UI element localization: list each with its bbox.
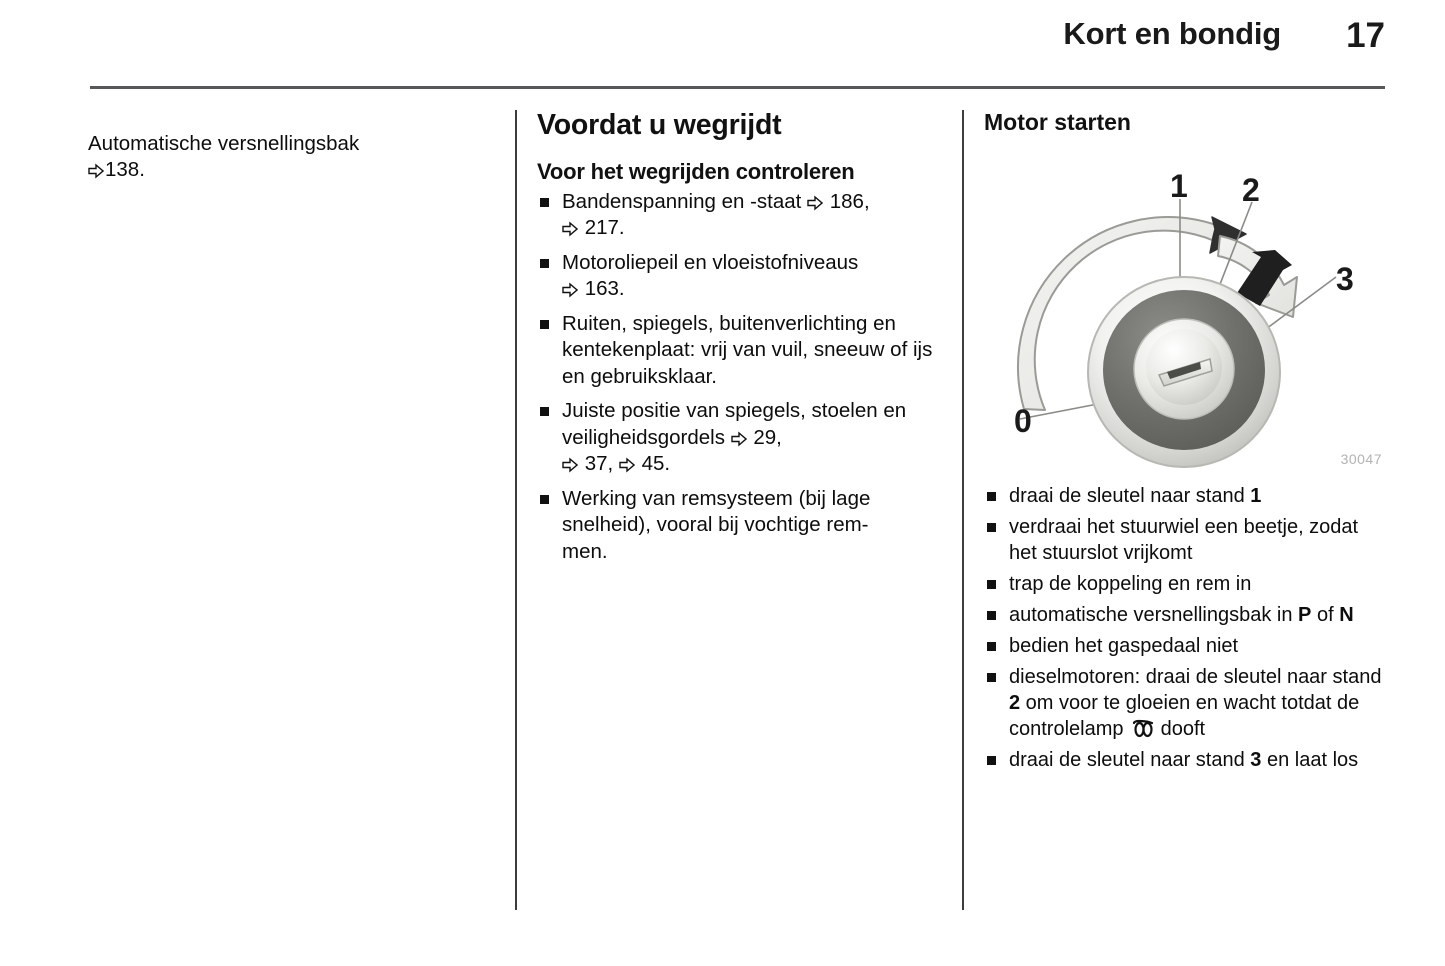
list-item: automatische versnellingsbak in P of N [984, 602, 1388, 628]
column-divider-left [515, 110, 517, 910]
position-label-0: 0 [1014, 403, 1032, 440]
page-number: 17 [1346, 16, 1385, 55]
emphasis: 1 [1250, 485, 1262, 508]
reference-arrow-icon [562, 221, 577, 236]
reference-arrow-icon [562, 457, 577, 472]
subsection-title-checks: Voor het wegrijden controleren [537, 159, 855, 185]
index-entry-title: Automatische versnellingsbak [88, 131, 360, 155]
position-label-1: 1 [1170, 168, 1188, 205]
list-item: bedien het gaspedaal niet [984, 633, 1388, 659]
ignition-switch-illustration [984, 157, 1388, 469]
emphasis: 2 [1009, 692, 1021, 715]
reference-arrow-icon [731, 431, 746, 446]
reference-arrow-icon [619, 457, 634, 472]
middle-column [537, 110, 945, 573]
reference-arrow-icon [807, 195, 822, 210]
page-header [90, 18, 1385, 76]
right-column [984, 110, 1388, 778]
header-rule [90, 86, 1385, 89]
section-title-start-engine: Motor starten [984, 109, 1131, 135]
list-item: trap de koppeling en rem in [984, 571, 1388, 597]
list-item: verdraai het stuurwiel een beetje, zodat het stuurslot vrijkomt [984, 514, 1388, 566]
left-column [88, 110, 488, 203]
emphasis: N [1339, 604, 1354, 627]
emphasis: 3 [1250, 749, 1262, 772]
list-item: Juiste positie van spiegels, stoelen en veiligheidsgordels 29, 37, 45. [537, 398, 945, 478]
list-item: dieselmotoren: draai de sleutel naar stand 2 om voor te gloeien en wacht totdat de controlelamp dooft [984, 664, 1388, 742]
list-item: Motoroliepeil en vloeistofniveaus 163. [537, 250, 945, 303]
list-item: Ruiten, spiegels, buitenverlichting en kentekenplaat: vrij van vuil, sneeuw of ijs en gebruiksklaar. [537, 311, 945, 391]
position-label-3: 3 [1336, 261, 1354, 298]
position-label-2: 2 [1242, 172, 1260, 209]
glow-plug-indicator-icon [1131, 719, 1155, 738]
before-driving-checklist [537, 189, 945, 566]
chapter-title: Kort en bondig [1063, 16, 1281, 51]
list-item: draai de sleutel naar stand 1 [984, 483, 1388, 509]
list-item: Werking van remsysteem (bij lage snelheid), vooral bij vochtige rem- men. [537, 486, 945, 566]
section-title-before-driving: Voordat u wegrijdt [537, 109, 782, 141]
index-entry-page: 138. [105, 157, 145, 181]
column-divider-right [962, 110, 964, 910]
start-engine-steps [984, 483, 1388, 773]
ignition-lock-barrel [1088, 277, 1280, 467]
emphasis: P [1298, 604, 1312, 627]
index-entry-automatic-transmission [88, 131, 488, 183]
reference-arrow-icon [88, 163, 103, 178]
list-item: Bandenspanning en -staat 186, 217. [537, 189, 945, 242]
figure-number: 30047 [1340, 451, 1382, 468]
ignition-switch-graphic [984, 157, 1388, 469]
list-item: draai de sleutel naar stand 3 en laat los [984, 747, 1388, 773]
reference-arrow-icon [562, 282, 577, 297]
